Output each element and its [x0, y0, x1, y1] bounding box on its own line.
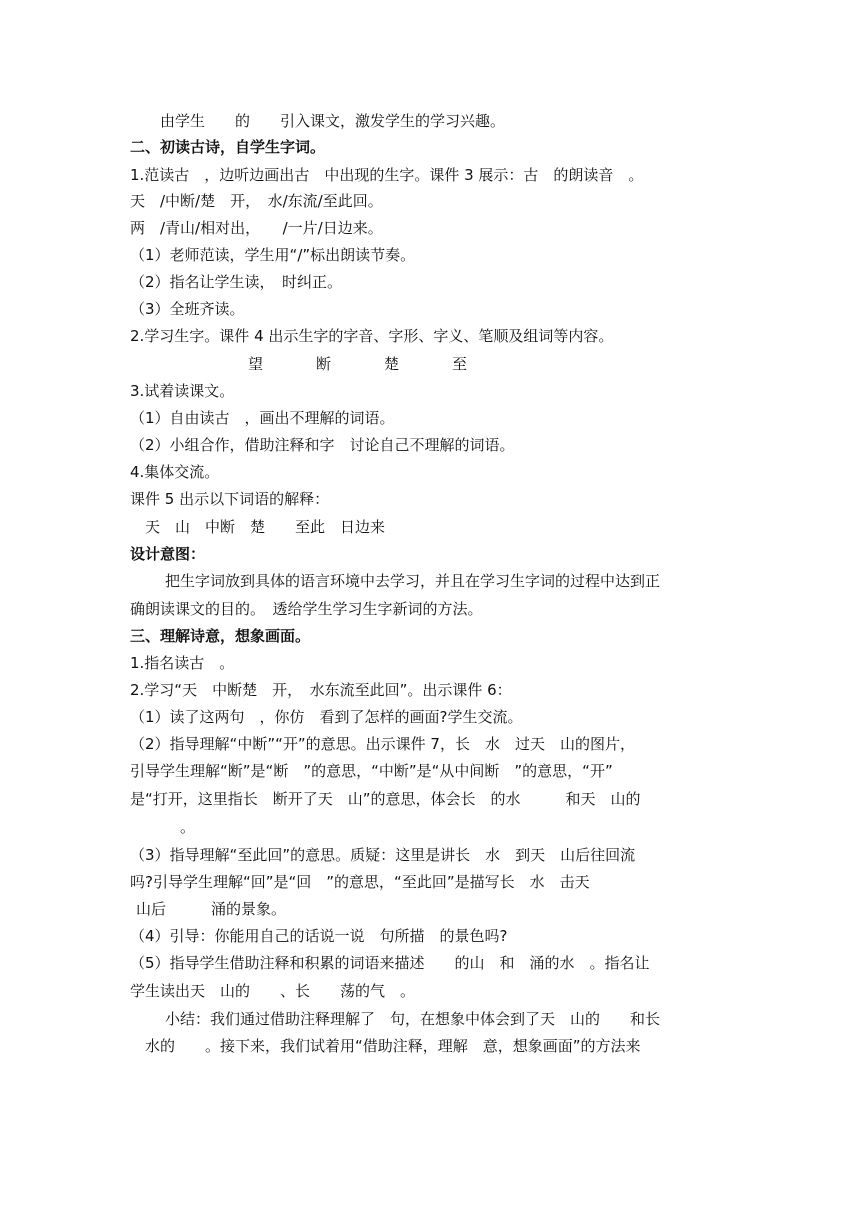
text-line: （5）指导学生借助注释和积累的词语来描述 的山 和 涌的水 。指名让: [130, 954, 650, 972]
text-line: 1.指名读古 。: [130, 654, 235, 672]
text-line: 4.集体交流。: [130, 463, 220, 481]
text-line: （3）全班齐读。: [130, 300, 245, 318]
word-list: 天 山 中断 楚 至此 日边来: [145, 518, 386, 536]
text-line: 1.范读古 ，边听边画出古 中出现的生字。课件 3 展示：古 的朗读音 。: [130, 166, 644, 184]
text-line: 课件 5 出示以下词语的解释：: [130, 490, 330, 508]
text-line: 学生读出天 山的 、长 荡的气 。: [130, 982, 416, 1000]
text-line: 2.学习生字。课件 4 出示生字的字音、字形、字义、笔顺及组词等内容。: [130, 327, 614, 345]
text-line: （1）读了这两句 ，你仿 看到了怎样的画面?学生交流。: [130, 708, 523, 726]
text-line: 2.学习“天 中断楚 开， 水东流至此回”。出示课件 6：: [130, 681, 512, 699]
design-intent-heading: 设计意图：: [130, 545, 206, 563]
text-line: 3.试着读课文。: [130, 382, 235, 400]
text-line: 把生字词放到具体的语言环境中去学习，并且在学习生字词的过程中达到正: [165, 572, 661, 590]
summary-line: 小结：我们通过借助注释理解了 句，在想象中体会到了天 山的 和长: [165, 1010, 661, 1028]
new-character: 断: [316, 355, 332, 373]
text-line: （2）指名让学生读， 时纠正。: [130, 273, 343, 291]
poem-line: 天 /中断/楚 开， 水/东流/至此回。: [130, 192, 383, 210]
text-line: （4）引导：你能用自己的话说一说 句所描 的景色吗?: [130, 927, 508, 945]
text-line: （3）指导理解“至此回”的意思。质疑：这里是讲长 水 到天 山后往回流: [130, 846, 636, 864]
new-character: 至: [452, 355, 468, 373]
text-line: 由学生 的 引入课文，激发学生的学习兴趣。: [160, 112, 506, 130]
text-line: （1）自由读古 ，画出不理解的词语。: [130, 409, 395, 427]
text-line: 确朗读课文的目的。 透给学生学习生字新词的方法。: [130, 600, 483, 618]
section-heading: 二、初读古诗，自学生字词。: [130, 138, 326, 156]
text-line: 。: [165, 818, 196, 836]
text-line: 是“打开，这里指长 断开了天 山”的意思，体会长 的水 和天 山的: [130, 790, 641, 808]
text-line: 引导学生理解“断”是“断 ”的意思，“中断”是“从中间断 ”的意思，“开”: [130, 762, 613, 780]
new-character: 楚: [384, 355, 400, 373]
new-characters-row: [248, 354, 853, 374]
poem-line: 两 /青山/相对出， /一片/日边来。: [130, 219, 383, 237]
text-line: 山后 涌的景象。: [136, 900, 287, 918]
section-heading: 三、理解诗意，想象画面。: [130, 627, 311, 645]
text-line: （2）指导理解“中断”“开”的意思。出示课件 7，长 水 过天 山的图片，: [130, 735, 635, 753]
text-line: （2）小组合作，借助注释和字 讨论自己不理解的词语。: [130, 436, 515, 454]
text-line: 吗?引导学生理解“回”是“回 ”的意思，“至此回”是描写长 水 击天: [130, 873, 590, 891]
new-character: 望: [248, 355, 264, 373]
text-line: （1）老师范读，学生用“/”标出朗读节奏。: [130, 246, 416, 264]
summary-line: 水的 。接下来，我们试着用“借助注释，理解 意，想象画面”的方法来: [130, 1037, 641, 1055]
